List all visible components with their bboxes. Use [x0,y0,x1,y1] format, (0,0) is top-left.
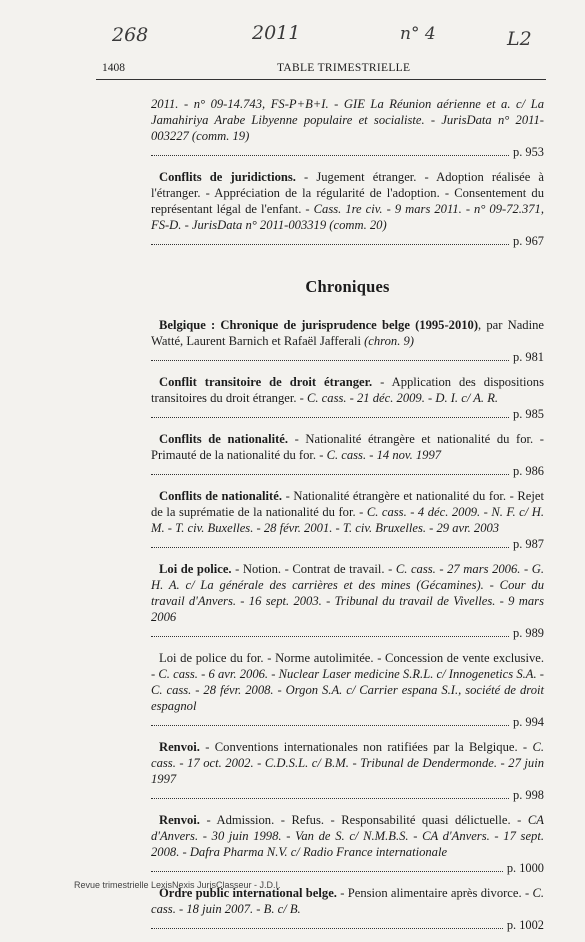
toc-page-ref: p. 985 [151,406,544,422]
toc-entry [151,739,544,803]
toc-page-ref: p. 981 [151,349,544,365]
toc-entry [151,431,544,479]
handwritten-note-1: 268 [112,24,149,46]
handwritten-note-4: L2 [507,28,532,50]
header-rule [96,79,546,80]
handwritten-note-3: n° 4 [400,24,436,44]
table-of-contents [151,96,544,942]
toc-entry-text: Belgique : Chronique de jurisprudence belge (1995-2010), par Nadine Watté, Laurent Barnich et Rafaël Jafferali (chron. 9) [151,318,544,348]
toc-entry [151,317,544,365]
toc-entry-text: Renvoi. - Conventions internationales non ratifiées par la Belgique. - C. cass. - 17 oct. 2002. - C.D.S.L. c/ B.M. - Tribunal de Dendermonde. - 27 juin 1997 [151,740,544,786]
toc-entry-text: Ordre public international belge. - Pension alimentaire après divorce. - C. cass. - 18 juin 2007. - B. c/ B. [151,886,544,916]
toc-entry-text: Conflit transitoire de droit étranger. - Application des dispositions transitoires du droit étranger. - C. cass. - 21 déc. 2009. - D. I. c/ A. R. [151,375,544,405]
toc-entry-text: Conflits de nationalité. - Nationalité étrangère et nationalité du for. - Primauté de la nationalité du for. - C. cass. - 14 nov. 1997 [151,432,544,462]
toc-page-ref: p. 989 [151,625,544,641]
toc-entry-text: 2011. - n° 09-14.743, FS-P+B+I. - GIE La Réunion aérienne et a. c/ La Jamahiriya Arabe Libyenne populaire et socialiste. - JurisData n° 2011-003227 (comm. 19) [151,97,544,143]
toc-page-ref: p. 986 [151,463,544,479]
toc-page-ref: p. 953 [151,144,544,160]
toc-entry-text: Conflits de juridictions. - Jugement étranger. - Adoption réalisée à l'étranger. - Appréciation de la régularité de l'adoption. - Consentement du représentant légal de l'enfant. - Cass. 1re civ. - 9 mars 2011. - n° 09-72.371, FS-D. - JurisData n° 2011-003319 (comm. 20) [151,170,545,232]
toc-entry [151,812,544,876]
page-footer: Revue trimestrielle LexisNexis JurisClasseur - J.D.I. [74,880,281,890]
toc-page-ref: p. 1000 [151,860,544,876]
toc-entry [151,561,544,641]
toc-page-ref: p. 987 [151,536,544,552]
running-title: TABLE TRIMESTRIELLE [277,62,411,74]
toc-entry-text: Loi de police du for. - Norme autolimitée. - Concession de vente exclusive. - C. cass. - 6 avr. 2006. - Nuclear Laser medicine S.R.L. c/ Innogenetics S.A. - C. cass. - 28 févr. 2008. - Orgon S.A. c/ Carrier espana S.I., société de droit espagnol [151,651,544,713]
page-number: 1408 [102,62,125,74]
toc-entry-text: Conflits de nationalité. - Nationalité étrangère et nationalité du for. - Rejet de la suprématie de la nationalité du for. - C. cass. - 4 déc. 2009. - N. F. c/ H. M. - T. civ. Buxelles. - 28 févr. 2001. - T. civ. Bruxelles. - 29 avr. 2003 [151,489,544,535]
page-header [102,62,544,80]
toc-entry [151,374,544,422]
toc-page-ref: p. 998 [151,787,544,803]
toc-entry [151,885,544,933]
toc-page-ref: p. 1002 [151,917,544,933]
toc-entry [151,650,544,730]
toc-entry-text: Renvoi. - Admission. - Refus. - Responsabilité quasi délictuelle. - CA d'Anvers. - 30 juin 1998. - Van de S. c/ N.M.B.S. - CA d'Anvers. - 17 sept. 2008. - Dafra Pharma N.V. c/ Radio France internationale [151,813,544,859]
handwritten-note-2: 2011 [252,22,301,44]
toc-page-ref: p. 994 [151,714,544,730]
toc-entry [151,96,544,160]
section-title: Chroniques [305,277,390,296]
toc-entry [151,169,544,249]
toc-entry [151,488,544,552]
toc-page-ref: p. 967 [151,233,544,249]
toc-entry-text: Loi de police. - Notion. - Contrat de travail. - C. cass. - 27 mars 2006. - G. H. A. c/ La générale des carrières et des mines (Gécamines). - Cour du travail d'Anvers. - 16 sept. 2003. - Tribunal du travail de Vivelles. - 9 mars 2006 [151,562,544,624]
